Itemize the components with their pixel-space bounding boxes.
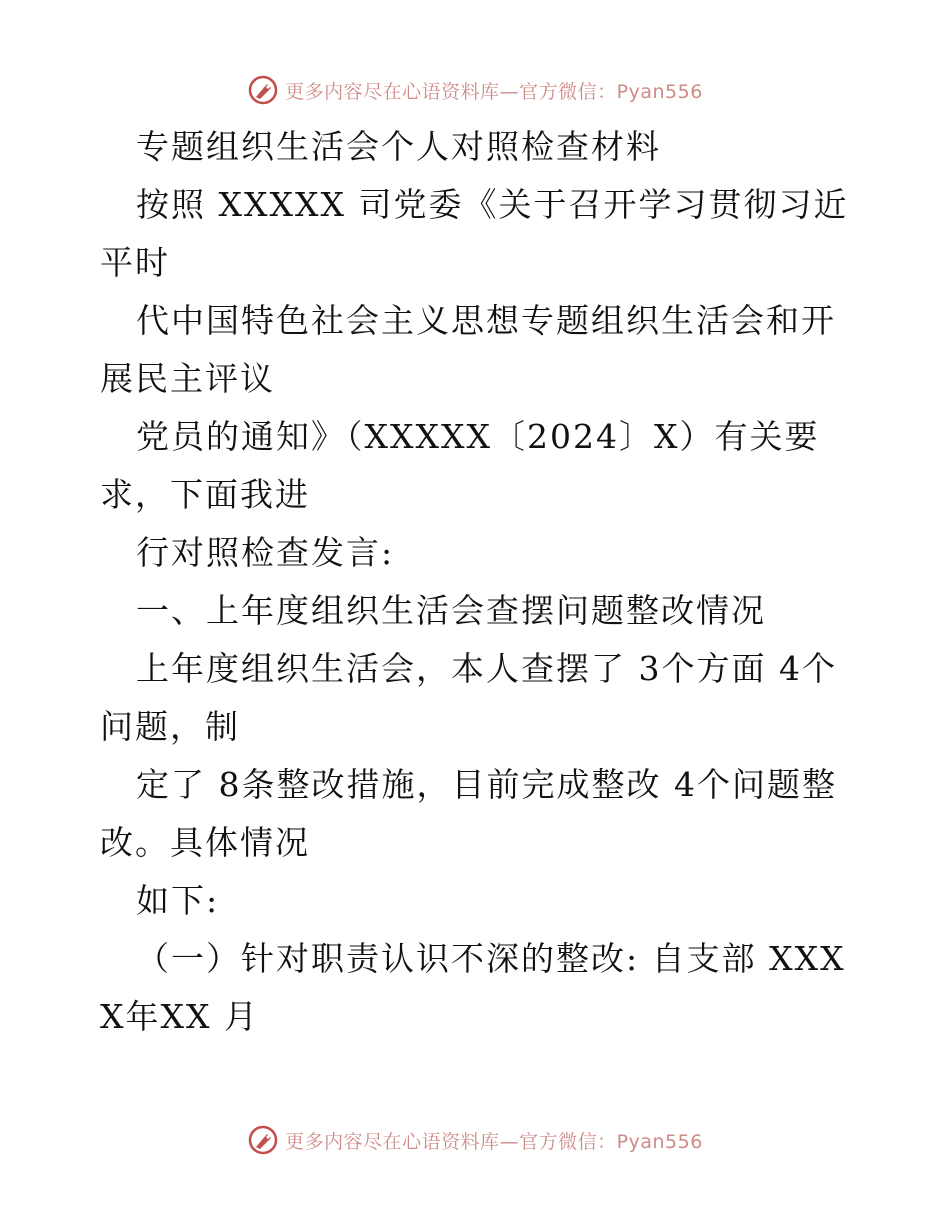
- watermark-text: 更多内容尽在心语资料库—官方微信：Pyan556: [285, 1130, 703, 1153]
- paragraph: 按照 XXXXX 司党委《关于召开学习贯彻习近平时: [100, 185, 849, 282]
- paragraph: 上年度组织生活会，本人查摆了 3个方面 4个问题，制: [100, 649, 837, 746]
- document-title: 专题组织生活会个人对照检查材料: [136, 127, 661, 166]
- watermark-banner-top: [0, 70, 950, 110]
- pen-nib-seal-icon: [247, 74, 279, 106]
- paragraph: 代中国特色社会主义思想专题组织生活会和开展民主评议: [100, 301, 836, 398]
- watermark-text: 更多内容尽在心语资料库—官方微信：Pyan556: [285, 80, 703, 103]
- paragraph: （一）针对职责认识不深的整改: 自支部 XXXX年XX 月: [100, 939, 846, 1036]
- paragraph: 党员的通知》（XXXXX〔2024〕X）有关要求，下面我进: [100, 417, 820, 514]
- document-body: [100, 118, 860, 1046]
- paragraph: 如下:: [136, 881, 220, 920]
- pen-nib-seal-icon: [247, 1124, 279, 1156]
- paragraph: 定了 8条整改措施，目前完成整改 4个问题整改。具体情况: [100, 765, 837, 862]
- section-heading: 一、上年度组织生活会查摆问题整改情况: [136, 591, 766, 630]
- paragraph: 行对照检查发言:: [136, 533, 395, 572]
- watermark-banner-bottom: [0, 1120, 950, 1160]
